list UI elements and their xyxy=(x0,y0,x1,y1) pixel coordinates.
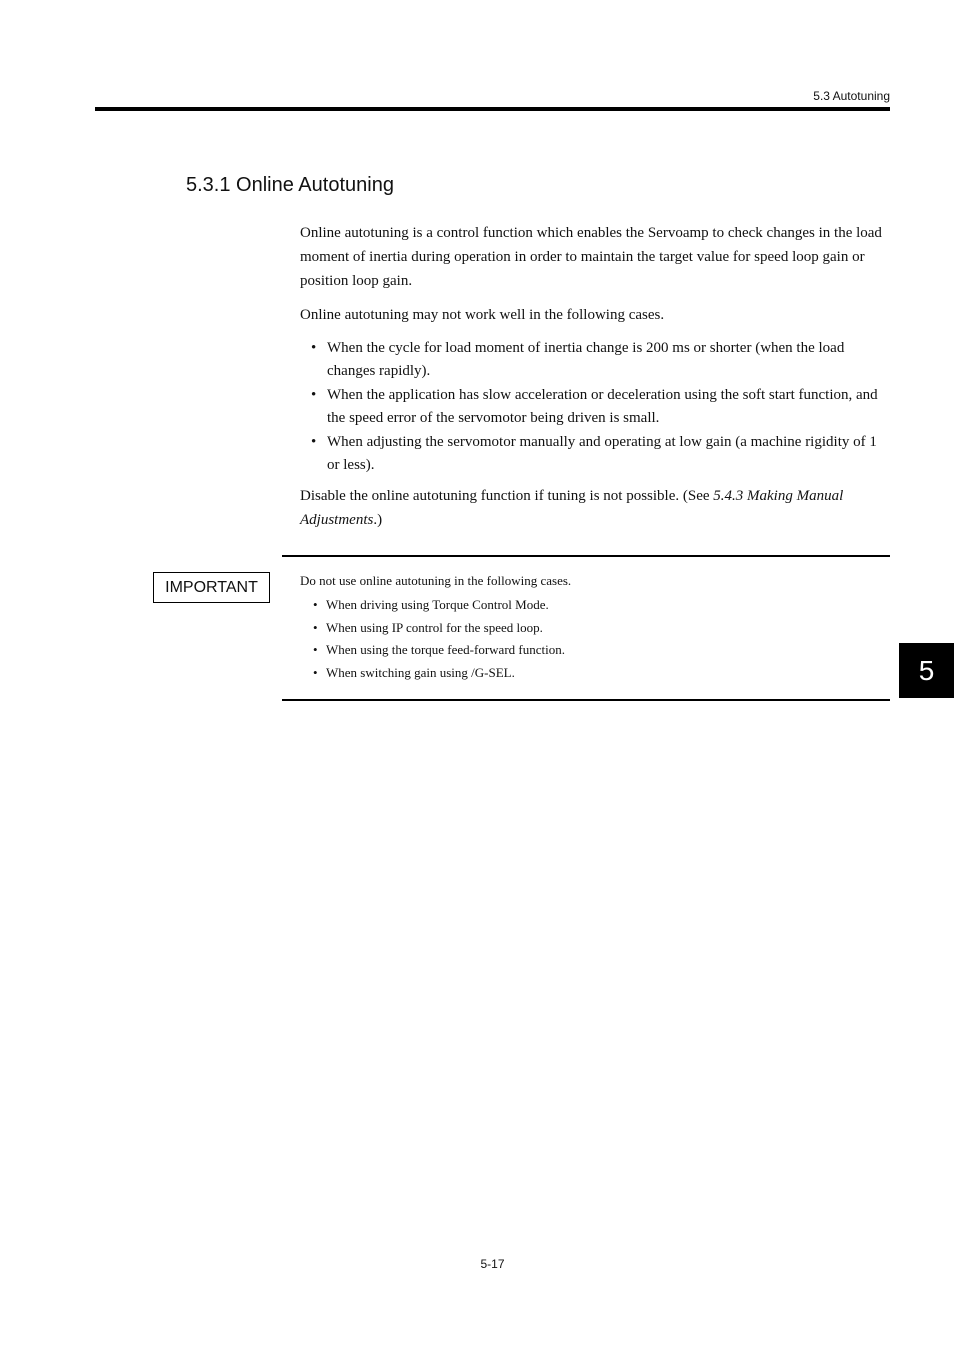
page-number: 5-17 xyxy=(480,1257,505,1271)
list-item: • When the application has slow acceleration or deceleration using the soft start function, and the speed error of the servomotor being driven is small. xyxy=(300,384,890,429)
list-item: • When the cycle for load moment of inertia change is 200 ms or shorter (when the load changes rapidly). xyxy=(300,337,890,382)
running-header: 5.3 Autotuning xyxy=(813,89,890,103)
cross-reference: 5.4.3 Making Manual Adjustments xyxy=(300,488,844,528)
important-rule-bottom xyxy=(282,699,890,701)
cases-lead-paragraph: Online autotuning may not work well in the following cases. xyxy=(300,307,665,323)
intro-paragraph: Online autotuning is a control function which enables the Servoamp to check changes in the load moment of inertia during operation in order to maintain the target value for speed loop gain or position loop gain. xyxy=(300,225,882,289)
section-title: 5.3.1 Online Autotuning xyxy=(186,174,394,196)
important-label: IMPORTANT xyxy=(153,572,270,603)
list-item: • When adjusting the servomotor manually and operating at low gain (a machine rigidity of 1 or less). xyxy=(300,431,890,476)
list-item: • When using the torque feed-forward function. xyxy=(300,640,880,660)
disable-text: Disable the online autotuning function if tuning is not possible. (See xyxy=(300,488,714,504)
disable-text-end: .) xyxy=(373,512,383,528)
cases-list xyxy=(300,337,890,476)
chapter-tab: 5 xyxy=(899,643,954,698)
body-text xyxy=(300,221,890,542)
important-list xyxy=(300,595,880,683)
list-item: • When driving using Torque Control Mode. xyxy=(300,595,880,615)
important-note xyxy=(300,571,880,685)
important-rule-top xyxy=(282,555,890,557)
list-item: • When using IP control for the speed loop. xyxy=(300,618,880,638)
important-intro: Do not use online autotuning in the following cases. xyxy=(300,573,572,588)
header-rule xyxy=(95,107,890,111)
disable-paragraph xyxy=(300,484,890,532)
list-item: • When switching gain using /G-SEL. xyxy=(300,663,880,683)
